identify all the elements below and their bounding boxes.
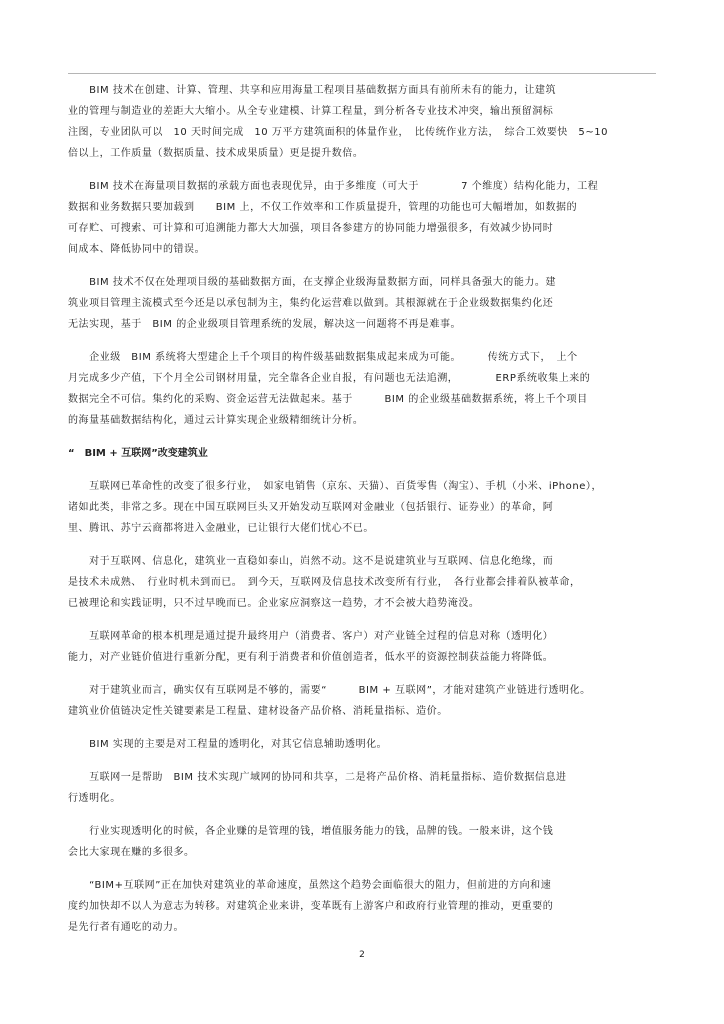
text-line: 行业实现透明化的时候，各企业赚的是管理的钱，增值服务能力的钱，品牌的钱。一般来讲，这个钱 — [68, 826, 554, 837]
text-line: 会比大家现在赚的多很多。 — [68, 847, 195, 858]
paragraph-group-2 — [68, 476, 658, 938]
text-line: 注图，专业团队可以 10 天时间完成 10 万平方建筑面积的体量作业， 比传统作业方法， 综合工效要快 5~10 — [68, 127, 609, 138]
text-line: 互联网一是帮助 BIM 技术实现广域网的协同和共享，二是将产品价格、消耗量指标、造价数据信息进 — [68, 772, 567, 783]
text-line: 无法实现，基于 BIM 的企业级项目管理系统的发展，解决这一问题将不再是难事。 — [68, 319, 462, 330]
text-line: 里、腾讯、苏宁云商都将进入金融业，已让银行大佬们忧心不已。 — [68, 523, 374, 534]
text-line: BIM 技术不仅在处理项目级的基础数据方面，在支撑企业级海量数据方面，同样具备强大的能力。建 — [68, 277, 557, 288]
paragraph — [68, 875, 658, 938]
paragraph — [68, 176, 658, 260]
text-line: 互联网已革命性的改变了很多行业， 如家电销售（京东、天猫）、百货零售（淘宝）、手机（小米、iPhone）， — [68, 481, 603, 492]
text-line: 对于互联网、信息化，建筑业一直稳如泰山，岿然不动。这不是说建筑业与互联网、信息化绝缘，而 — [68, 556, 554, 567]
text-line: 可存贮、可搜索、可计算和可追溯能力都大大加强，项目各参建方的协同能力增强很多，有效减少协同时 — [68, 223, 554, 234]
paragraph — [68, 767, 658, 809]
paragraph — [68, 347, 658, 431]
text-line: 的海量基础数据结构化，通过云计算实现企业级精细统计分析。 — [68, 415, 364, 426]
text-line: 行透明化。 — [68, 793, 121, 804]
text-line: 倍以上，工作质量（数据质量、技术成果质量）更是提升数倍。 — [68, 148, 364, 159]
paragraph — [68, 272, 658, 335]
text-line: BIM 实现的主要是对工程量的透明化，对其它信息辅助透明化。 — [68, 739, 388, 750]
paragraph — [68, 821, 658, 863]
text-line: 企业级 BIM 系统将大型建企上千个项目的构件级基础数据集成起来成为可能。 传统方式下， 上个 — [68, 352, 578, 363]
text-line: 对于建筑业而言，确实仅有互联网是不够的，需要“ BIM + 互联网”，才能对建筑产业链进行透明化。 — [68, 685, 591, 696]
text-line: 建筑业价值链决定性关键要素是工程量、建材设备产品价格、消耗量指标、造价。 — [68, 706, 448, 717]
text-line: 筑业项目管理主流模式至今还是以承包制为主，集约化运营难以做到。其根源就在于企业级数据集约化还 — [68, 298, 554, 309]
text-line: BIM 技术在海量项目数据的承载方面也表现优异，由于多维度（可大于 7 个维度）结构化能力，工程 — [68, 181, 599, 192]
page-number: 2 — [359, 950, 365, 960]
text-line: 度约加快却不以人为意志为转移。对建筑企业来讲，变革既有上游客户和政府行业管理的推动，更重要的 — [68, 901, 554, 912]
text-line: 已被理论和实践证明，只不过早晚而已。企业家应洞察这一趋势，才不会被大趋势淹没。 — [68, 598, 480, 609]
body-text — [68, 80, 658, 950]
text-line: 诸如此类，非常之多。现在中国互联网巨头又开始发动互联网对金融业（包括银行、证券业）的革命，阿 — [68, 502, 554, 513]
text-line: 是先行者有通吃的动力。 — [68, 922, 185, 933]
text-line: 数据完全不可信。集约化的采购、资金运营无法做起来。基于 BIM 的企业级基础数据系统，将上千个项目 — [68, 394, 588, 405]
text-line: 能力，对产业链价值进行重新分配，更有利于消费者和价值创造者，低水平的资源控制获益能力将降低。 — [68, 652, 554, 663]
paragraph-group-1 — [68, 80, 658, 431]
text-line: 间成本、降低协同中的错误。 — [68, 244, 206, 255]
paragraph — [68, 680, 658, 722]
paragraph — [68, 476, 658, 539]
text-line: “BIM+互联网”正在加快对建筑业的革命速度，虽然这个趋势会面临很大的阻力，但前进的方向和速 — [68, 880, 552, 891]
section-heading: “ BIM + 互联网”改变建筑业 — [68, 448, 208, 459]
paragraph — [68, 734, 658, 755]
paragraph — [68, 80, 658, 164]
text-line: 是技术未成熟、 行业时机未到而已。 到今天，互联网及信息技术改变所有行业， 各行业都会排着队被革命， — [68, 577, 581, 588]
text-line: 月完成多少产值，下个月全公司钢材用量，完全靠各企业自报，有问题也无法追溯， ERP系统收集上来的 — [68, 373, 591, 384]
text-line: 互联网革命的根本机理是通过提升最终用户（消费者、客户）对产业链全过程的信息对称（透明化） — [68, 631, 554, 642]
text-line: BIM 技术在创建、计算、管理、共享和应用海量工程项目基础数据方面具有前所未有的能力，让建筑 — [68, 85, 557, 96]
text-line: 数据和业务数据只要加载到 BIM 上，不仅工作效率和工作质量提升，管理的功能也可大幅增加，如数据的 — [68, 202, 578, 213]
text-line: 业的管理与制造业的差距大大缩小。从全专业建模、计算工程量，到分析各专业技术冲突，输出预留洞标 — [68, 106, 554, 117]
paragraph — [68, 551, 658, 614]
paragraph — [68, 626, 658, 668]
header-rule — [68, 73, 656, 74]
